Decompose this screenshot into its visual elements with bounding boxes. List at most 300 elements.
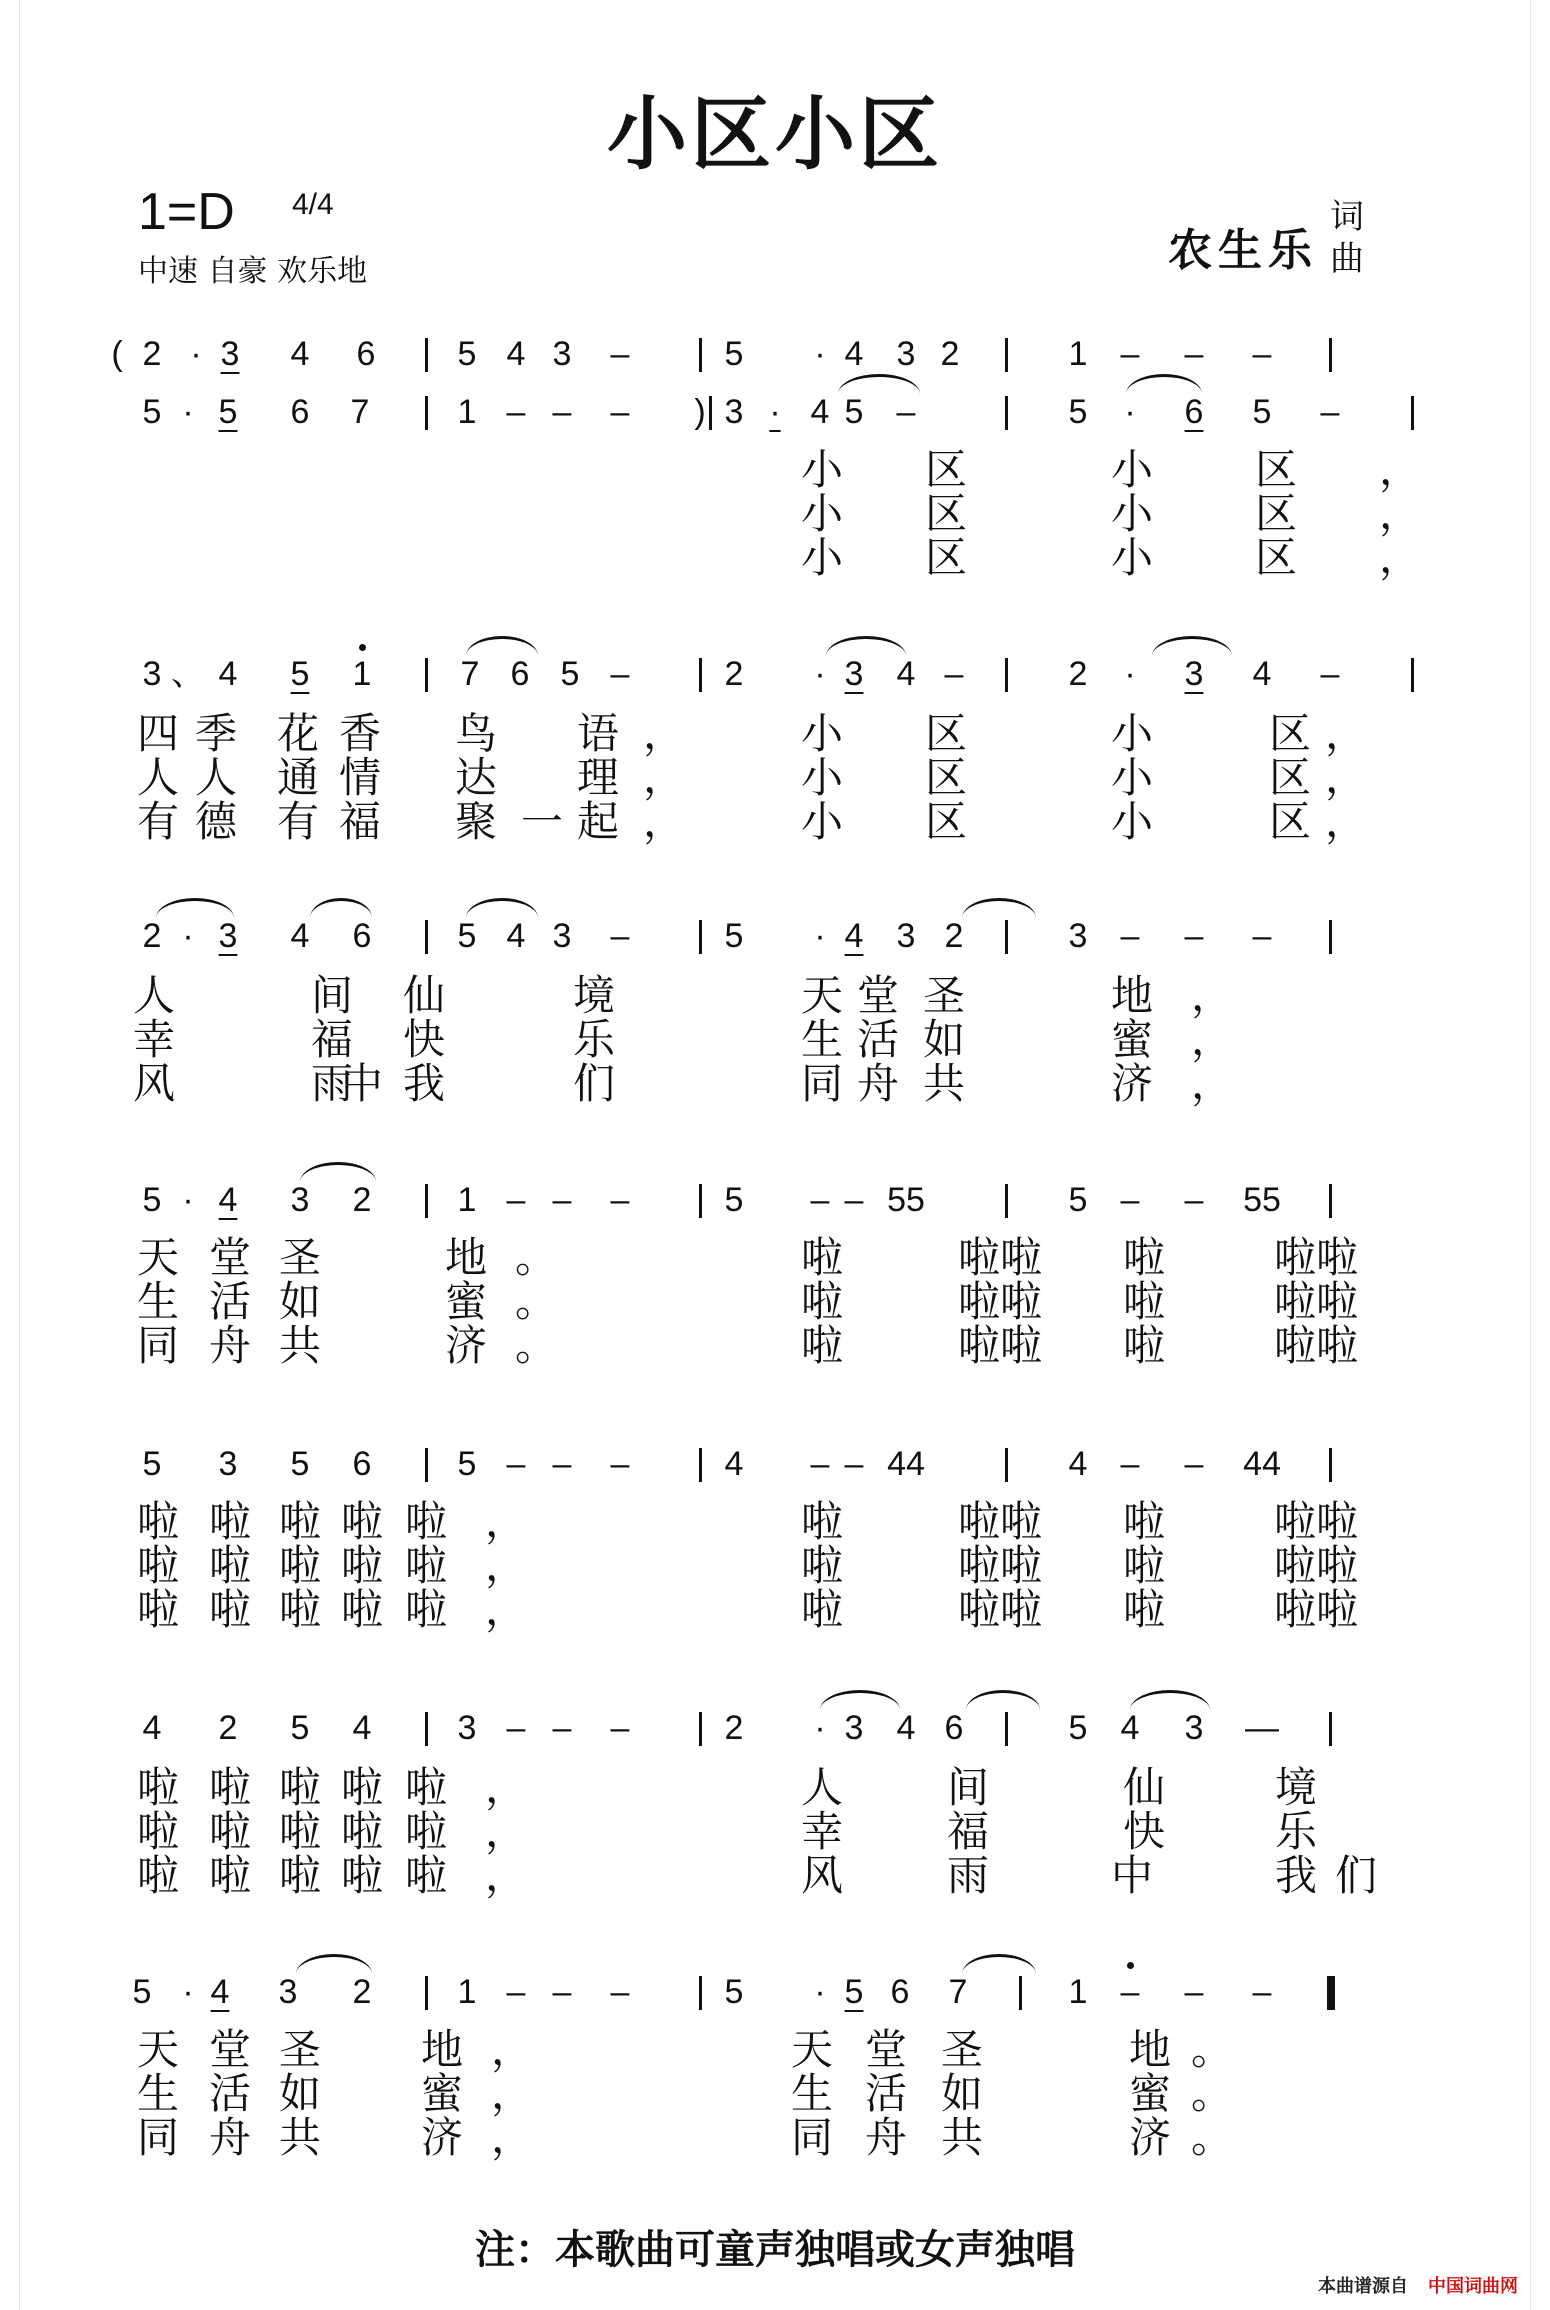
lyric-syllable: 风 xyxy=(132,1059,175,1108)
lyric-syllable: 小 xyxy=(800,489,843,538)
lyric-syllable: ， xyxy=(642,753,685,802)
lyric-syllable: 济 xyxy=(1110,1059,1153,1108)
notation-symbol: – xyxy=(506,393,526,431)
lyric-syllable: ， xyxy=(484,1807,527,1856)
notation-symbol: 3 xyxy=(142,655,162,693)
notation-symbol: 1 xyxy=(342,650,382,698)
barline xyxy=(425,920,428,954)
lyric-syllable: 通 xyxy=(276,753,319,802)
notation-symbol: – xyxy=(896,393,916,431)
lyric-syllable: 。 xyxy=(514,1233,557,1282)
lyric-syllable: 人 xyxy=(194,753,237,802)
notation-symbol: 7 xyxy=(948,1973,968,2011)
barline xyxy=(1329,1712,1332,1746)
lyric-syllable: 啦 xyxy=(1122,1585,1165,1634)
lyric-syllable: 幸 xyxy=(800,1807,843,1856)
barline xyxy=(425,658,428,692)
lyric-syllable: 活 xyxy=(856,1015,899,1064)
notation-symbol: 4 xyxy=(1252,655,1272,693)
barline xyxy=(1005,338,1008,372)
notation-symbol: 1 xyxy=(457,393,477,431)
lyric-syllable: 舟 xyxy=(864,2113,907,2162)
notation-symbol: 3 xyxy=(278,1973,298,2011)
notation-symbol: – xyxy=(1184,1181,1204,1219)
lyric-syllable: 圣 xyxy=(940,2025,983,2074)
notation-symbol: 4 xyxy=(506,917,526,955)
lyric-syllable: 啦 xyxy=(1122,1497,1165,1546)
notation-symbol: 1 xyxy=(457,1181,477,1219)
notation-symbol: – xyxy=(1120,1445,1140,1483)
lyric-syllable: ， xyxy=(1378,533,1421,582)
notation-symbol: 3 xyxy=(844,655,864,693)
notation-symbol: 5 xyxy=(724,917,744,955)
notation-symbol: 4 xyxy=(1120,1709,1140,1747)
barline xyxy=(425,1976,428,2010)
slur-arc xyxy=(966,1690,1040,1710)
lyric-syllable: 。 xyxy=(1190,2025,1233,2074)
notation-symbol: 5 xyxy=(142,393,162,431)
lyric-syllable: 啦 xyxy=(404,1541,447,1590)
notation-symbol: · xyxy=(814,335,826,373)
barline xyxy=(1019,1976,1022,2010)
notation-symbol: 4 xyxy=(210,1973,230,2011)
notation-symbol: 7 xyxy=(460,655,480,693)
notation-symbol: 44 xyxy=(887,1445,925,1483)
lyric-syllable: ， xyxy=(1324,753,1367,802)
lyric-syllable: 活 xyxy=(208,2069,251,2118)
notation-symbol: 3 xyxy=(896,917,916,955)
lyric-syllable: 们 xyxy=(572,1059,615,1108)
lyric-syllable: 香 xyxy=(338,709,381,758)
lyric-syllable: 啦 xyxy=(136,1497,179,1546)
lyric-syllable: ， xyxy=(484,1851,527,1900)
notation-symbol: 7 xyxy=(350,393,370,431)
notation-symbol: – xyxy=(610,1445,630,1483)
lyric-syllable: ， xyxy=(1190,1059,1233,1108)
lyric-syllable: ， xyxy=(484,1541,527,1590)
lyric-syllable: 雨 xyxy=(946,1851,989,1900)
lyric-syllable: 共 xyxy=(278,2113,321,2162)
lyric-syllable: 有 xyxy=(136,797,179,846)
notation-symbol: ( xyxy=(111,335,123,373)
lyric-syllable: 舟 xyxy=(208,1321,251,1370)
notation-system-1 xyxy=(0,330,1550,390)
lyric-syllable: 福 xyxy=(310,1015,353,1064)
notation-symbol: – xyxy=(1320,393,1340,431)
barline xyxy=(425,1448,428,1482)
notation-symbol: 5 xyxy=(724,335,744,373)
notation-symbol: · xyxy=(814,1973,826,2011)
lyric-syllable: 啦啦 xyxy=(957,1277,1042,1326)
lyric-syllable: 啦 xyxy=(1122,1321,1165,1370)
lyric-syllable: 小 xyxy=(1110,533,1153,582)
lyric-syllable: 啦 xyxy=(278,1807,321,1856)
lyric-syllable: 间 xyxy=(946,1763,989,1812)
lyric-syllable: 啦 xyxy=(278,1541,321,1590)
lyric-syllable: ， xyxy=(642,797,685,846)
lyric-syllable: 乐 xyxy=(1274,1807,1317,1856)
notation-system-6 xyxy=(0,1440,1550,1500)
notation-symbol: 3 xyxy=(1184,655,1204,693)
lyric-syllable: 啦 xyxy=(208,1541,251,1590)
notation-symbol: 5 xyxy=(560,655,580,693)
notation-symbol: 6 xyxy=(290,393,310,431)
lyric-syllable: ， xyxy=(1324,709,1367,758)
barline xyxy=(699,1184,702,1218)
lyric-syllable: 啦 xyxy=(1122,1277,1165,1326)
notation-symbol: 6 xyxy=(510,655,530,693)
lyric-syllable: ， xyxy=(484,1763,527,1812)
notation-symbol: – xyxy=(1120,1181,1140,1219)
notation-symbol: 4 xyxy=(844,335,864,373)
lyric-syllable: 啦 xyxy=(800,1233,843,1282)
notation-symbol: 3 xyxy=(844,1709,864,1747)
lyric-syllable: 区 xyxy=(1268,709,1311,758)
notation-symbol: 5 xyxy=(142,1445,162,1483)
lyric-syllable: 啦啦 xyxy=(957,1585,1042,1634)
lyric-syllable: 鸟 xyxy=(454,709,497,758)
notation-symbol: 2 xyxy=(218,1709,238,1747)
lyric-syllable: 啦啦 xyxy=(1273,1233,1358,1282)
notation-symbol: 4 xyxy=(844,917,864,955)
lyric-syllable: 区 xyxy=(924,489,967,538)
lyric-syllable: 快 xyxy=(1122,1807,1165,1856)
lyric-syllable: 地 xyxy=(420,2025,463,2074)
barline xyxy=(699,1448,702,1482)
lyric-syllable: 聚 xyxy=(454,797,497,846)
notation-symbol: 2 xyxy=(142,335,162,373)
notation-symbol: 3 xyxy=(1068,917,1088,955)
notation-symbol: 4 xyxy=(142,1709,162,1747)
notation-symbol: 3 xyxy=(1184,1709,1204,1747)
author-name: 农生乐 xyxy=(1168,225,1318,276)
lyric-syllable: 济 xyxy=(420,2113,463,2162)
barline xyxy=(699,1712,702,1746)
lyric-syllable: 境 xyxy=(572,971,615,1020)
lyric-syllable: 啦 xyxy=(404,1497,447,1546)
lyric-syllable: 我 xyxy=(402,1059,445,1108)
notation-symbol: 3 xyxy=(552,917,572,955)
lyric-syllable: 啦 xyxy=(404,1763,447,1812)
lyric-syllable: 啦 xyxy=(208,1851,251,1900)
notation-symbol: – xyxy=(506,1973,526,2011)
notation-symbol: 5 xyxy=(132,1973,152,2011)
slur-arc xyxy=(962,898,1036,918)
lyric-syllable: ， xyxy=(642,709,685,758)
lyric-syllable: 啦 xyxy=(800,1497,843,1546)
barline xyxy=(1329,1184,1332,1218)
lyric-syllable: 啦 xyxy=(278,1851,321,1900)
lyric-syllable: 快 xyxy=(402,1015,445,1064)
notation-symbol: – xyxy=(506,1445,526,1483)
notation-symbol: 3 xyxy=(457,1709,477,1747)
lyric-syllable: 区 xyxy=(924,533,967,582)
notation-symbol: 6 xyxy=(352,917,372,955)
lyric-syllable: 小 xyxy=(800,533,843,582)
lyric-syllable: ， xyxy=(1190,1015,1233,1064)
notation-symbol: – xyxy=(610,655,630,693)
notation-symbol: · xyxy=(814,1709,826,1747)
final-barline xyxy=(1327,1976,1335,2010)
barline xyxy=(699,920,702,954)
lyric-syllable: 蜜 xyxy=(444,1277,487,1326)
notation-symbol: 4 xyxy=(506,335,526,373)
lyric-syllable: 小 xyxy=(800,797,843,846)
notation-symbol: – xyxy=(610,1709,630,1747)
notation-symbol: · xyxy=(814,655,826,693)
lyric-syllable: 小 xyxy=(1110,797,1153,846)
notation-symbol: – xyxy=(1184,335,1204,373)
author-role xyxy=(1330,196,1370,280)
lyric-syllable: 蜜 xyxy=(1110,1015,1153,1064)
lyric-syllable: 生 xyxy=(136,1277,179,1326)
notation-symbol: – xyxy=(1252,335,1272,373)
barline xyxy=(1411,396,1414,430)
lyric-syllable: 生 xyxy=(800,1015,843,1064)
notation-symbol: 5 xyxy=(290,1445,310,1483)
barline xyxy=(699,338,702,372)
lyric-syllable: 啦 xyxy=(136,1807,179,1856)
notation-symbol: — xyxy=(1245,1709,1279,1747)
lyric-syllable: 中 xyxy=(340,1059,383,1108)
notation-symbol: 55 xyxy=(887,1181,925,1219)
lyric-syllable: 如 xyxy=(278,2069,321,2118)
barline xyxy=(425,1712,428,1746)
lyric-syllable: 舟 xyxy=(208,2113,251,2162)
barline xyxy=(425,338,428,372)
lyric-syllable: 啦啦 xyxy=(1273,1321,1358,1370)
notation-symbol: – xyxy=(844,1181,864,1219)
lyric-syllable: 天 xyxy=(136,2025,179,2074)
lyric-syllable: 啦 xyxy=(136,1541,179,1590)
lyric-syllable: 啦 xyxy=(136,1851,179,1900)
notation-symbol: 2 xyxy=(944,917,964,955)
notation-symbol: 1 xyxy=(1068,335,1088,373)
notation-symbol: 6 xyxy=(352,1445,372,1483)
lyric-syllable: 福 xyxy=(946,1807,989,1856)
notation-symbol: 5 xyxy=(218,393,238,431)
lyric-syllable: 蜜 xyxy=(420,2069,463,2118)
lyric-syllable: 堂 xyxy=(208,1233,251,1282)
lyric-syllable: 同 xyxy=(790,2113,833,2162)
barline xyxy=(1329,338,1332,372)
lyric-syllable: 理 xyxy=(576,753,619,802)
notation-symbol: · xyxy=(769,393,781,431)
notation-symbol: 5 xyxy=(844,393,864,431)
barline xyxy=(425,1184,428,1218)
notation-system-7 xyxy=(0,1704,1550,1764)
notation-symbol: 5 xyxy=(1068,1709,1088,1747)
notation-symbol: – xyxy=(810,1445,830,1483)
notation-symbol: – xyxy=(1184,1445,1204,1483)
lyric-syllable: 人 xyxy=(132,971,175,1020)
notation-symbol: 4 xyxy=(290,335,310,373)
lyric-syllable: 同 xyxy=(136,1321,179,1370)
lyric-syllable: 区 xyxy=(1254,445,1297,494)
notation-symbol: · xyxy=(814,917,826,955)
notation-symbol: 4 xyxy=(218,1181,238,1219)
lyric-syllable: 活 xyxy=(864,2069,907,2118)
notation-symbol: 5 xyxy=(290,1709,310,1747)
lyric-syllable: 济 xyxy=(1128,2113,1171,2162)
notation-symbol: – xyxy=(610,1973,630,2011)
lyric-syllable: 小 xyxy=(1110,445,1153,494)
notation-symbol: – xyxy=(610,335,630,373)
lyricist-label: 词 xyxy=(1330,197,1364,237)
slur-arc xyxy=(826,636,906,656)
lyric-syllable: 花 xyxy=(276,709,319,758)
lyric-syllable: 风 xyxy=(800,1851,843,1900)
lyric-syllable: 圣 xyxy=(278,1233,321,1282)
notation-symbol: 3 xyxy=(218,1445,238,1483)
lyric-syllable: 区 xyxy=(924,753,967,802)
notation-symbol: · xyxy=(182,1973,194,2011)
lyric-syllable: 啦啦 xyxy=(1273,1541,1358,1590)
lyric-syllable: 圣 xyxy=(922,971,965,1020)
lyric-syllable: 啦 xyxy=(340,1585,383,1634)
notation-symbol: 3 xyxy=(220,335,240,373)
composer-label: 曲 xyxy=(1330,239,1364,279)
lyric-syllable: 我 xyxy=(1274,1851,1317,1900)
notation-symbol: – xyxy=(1120,917,1140,955)
barline xyxy=(1005,1184,1008,1218)
octave-dot xyxy=(1127,1962,1134,1969)
notation-symbol: 3 xyxy=(218,917,238,955)
notation-symbol: 44 xyxy=(1243,1445,1281,1483)
slur-arc xyxy=(962,1954,1036,1974)
notation-system-4 xyxy=(0,912,1550,972)
notation-symbol: · xyxy=(182,1181,194,1219)
barline xyxy=(1005,658,1008,692)
lyric-syllable: 啦 xyxy=(340,1807,383,1856)
lyric-syllable: 啦啦 xyxy=(1273,1585,1358,1634)
lyric-syllable: 区 xyxy=(1254,533,1297,582)
lyric-syllable: 福 xyxy=(338,797,381,846)
lyric-syllable: 小 xyxy=(800,445,843,494)
lyric-syllable: 。 xyxy=(514,1277,557,1326)
notation-symbol: 、 xyxy=(171,655,205,693)
slur-arc xyxy=(310,898,372,918)
lyric-syllable: ， xyxy=(1190,971,1233,1020)
notation-symbol: 3 xyxy=(552,335,572,373)
notation-symbol: – xyxy=(810,1181,830,1219)
notation-symbol: – xyxy=(610,1181,630,1219)
notation-symbol: 4 xyxy=(1068,1445,1088,1483)
lyric-syllable: 语 xyxy=(576,709,619,758)
notation-symbol: 5 xyxy=(1068,1181,1088,1219)
site-name: 中国词曲网 xyxy=(1428,2276,1518,2297)
notation-symbol: 2 xyxy=(724,1709,744,1747)
notation-symbol: ) xyxy=(694,393,706,431)
lyric-syllable: 啦 xyxy=(208,1497,251,1546)
lyric-syllable: 地 xyxy=(444,1233,487,1282)
notation-symbol: 2 xyxy=(724,655,744,693)
notation-symbol: 3 xyxy=(290,1181,310,1219)
barline xyxy=(699,1976,702,2010)
lyric-syllable: 共 xyxy=(922,1059,965,1108)
barline xyxy=(1329,920,1332,954)
barline xyxy=(699,658,702,692)
notation-symbol: 4 xyxy=(810,393,830,431)
lyric-syllable: 小 xyxy=(1110,753,1153,802)
lyric-syllable: 啦 xyxy=(1122,1541,1165,1590)
lyric-syllable: 啦 xyxy=(278,1497,321,1546)
notation-symbol: · xyxy=(182,393,194,431)
octave-dot xyxy=(359,644,366,651)
lyric-syllable: 啦 xyxy=(800,1321,843,1370)
lyric-syllable: 啦 xyxy=(340,1497,383,1546)
notation-symbol: – xyxy=(610,393,630,431)
notation-symbol: 1 xyxy=(457,1973,477,2011)
notation-symbol: – xyxy=(944,655,964,693)
lyric-syllable: 中 xyxy=(1110,1851,1153,1900)
lyric-syllable: 同 xyxy=(800,1059,843,1108)
slur-arc xyxy=(820,1690,900,1710)
lyric-syllable: 啦 xyxy=(278,1763,321,1812)
lyric-syllable: 啦 xyxy=(800,1277,843,1326)
lyric-syllable: 啦 xyxy=(800,1541,843,1590)
lyric-syllable: 堂 xyxy=(208,2025,251,2074)
notation-symbol: 4 xyxy=(218,655,238,693)
barline xyxy=(425,396,428,430)
slur-arc xyxy=(296,1954,372,1974)
song-title: 小区小区 xyxy=(607,88,943,181)
notation-symbol: 4 xyxy=(352,1709,372,1747)
notation-symbol: – xyxy=(1252,917,1272,955)
notation-symbol: – xyxy=(1184,917,1204,955)
notation-symbol: 4 xyxy=(724,1445,744,1483)
notation-symbol: 2 xyxy=(1068,655,1088,693)
notation-symbol: 6 xyxy=(944,1709,964,1747)
slur-arc xyxy=(466,636,538,656)
notation-symbol: · xyxy=(1124,655,1136,693)
notation-symbol: – xyxy=(506,1181,526,1219)
lyric-syllable: 四 xyxy=(136,709,179,758)
notation-symbol: – xyxy=(844,1445,864,1483)
lyric-syllable: 小 xyxy=(1110,709,1153,758)
lyric-syllable: 啦 xyxy=(136,1763,179,1812)
barline xyxy=(1005,920,1008,954)
notation-symbol: · xyxy=(1124,393,1136,431)
lyric-syllable: 人 xyxy=(136,753,179,802)
lyric-syllable: 蜜 xyxy=(1128,2069,1171,2118)
lyric-syllable: 仙 xyxy=(402,971,445,1020)
lyric-syllable: 区 xyxy=(1254,489,1297,538)
notation-symbol: 4 xyxy=(896,1709,916,1747)
slur-arc xyxy=(156,898,234,918)
slur-arc xyxy=(1130,1690,1210,1710)
lyric-syllable: 起 xyxy=(576,797,619,846)
notation-symbol: – xyxy=(1184,1973,1204,2011)
lyric-syllable: 啦 xyxy=(340,1851,383,1900)
notation-symbol: 5 xyxy=(457,1445,477,1483)
lyric-syllable: 圣 xyxy=(278,2025,321,2074)
lyric-syllable: 区 xyxy=(1268,797,1311,846)
lyric-syllable: 啦啦 xyxy=(1273,1277,1358,1326)
lyric-syllable: 境 xyxy=(1274,1763,1317,1812)
source-label: 本曲谱源自 xyxy=(1318,2276,1408,2297)
notation-symbol: 5 xyxy=(724,1973,744,2011)
lyric-syllable: 小 xyxy=(800,709,843,758)
lyric-syllable: 啦 xyxy=(404,1807,447,1856)
slur-arc xyxy=(300,1162,376,1182)
lyric-syllable: 德 xyxy=(194,797,237,846)
notation-symbol: – xyxy=(552,1709,572,1747)
lyric-syllable: 啦啦 xyxy=(957,1541,1042,1590)
notation-system-8 xyxy=(0,1968,1550,2028)
notation-symbol: – xyxy=(552,1445,572,1483)
lyric-syllable: 啦啦 xyxy=(957,1233,1042,1282)
